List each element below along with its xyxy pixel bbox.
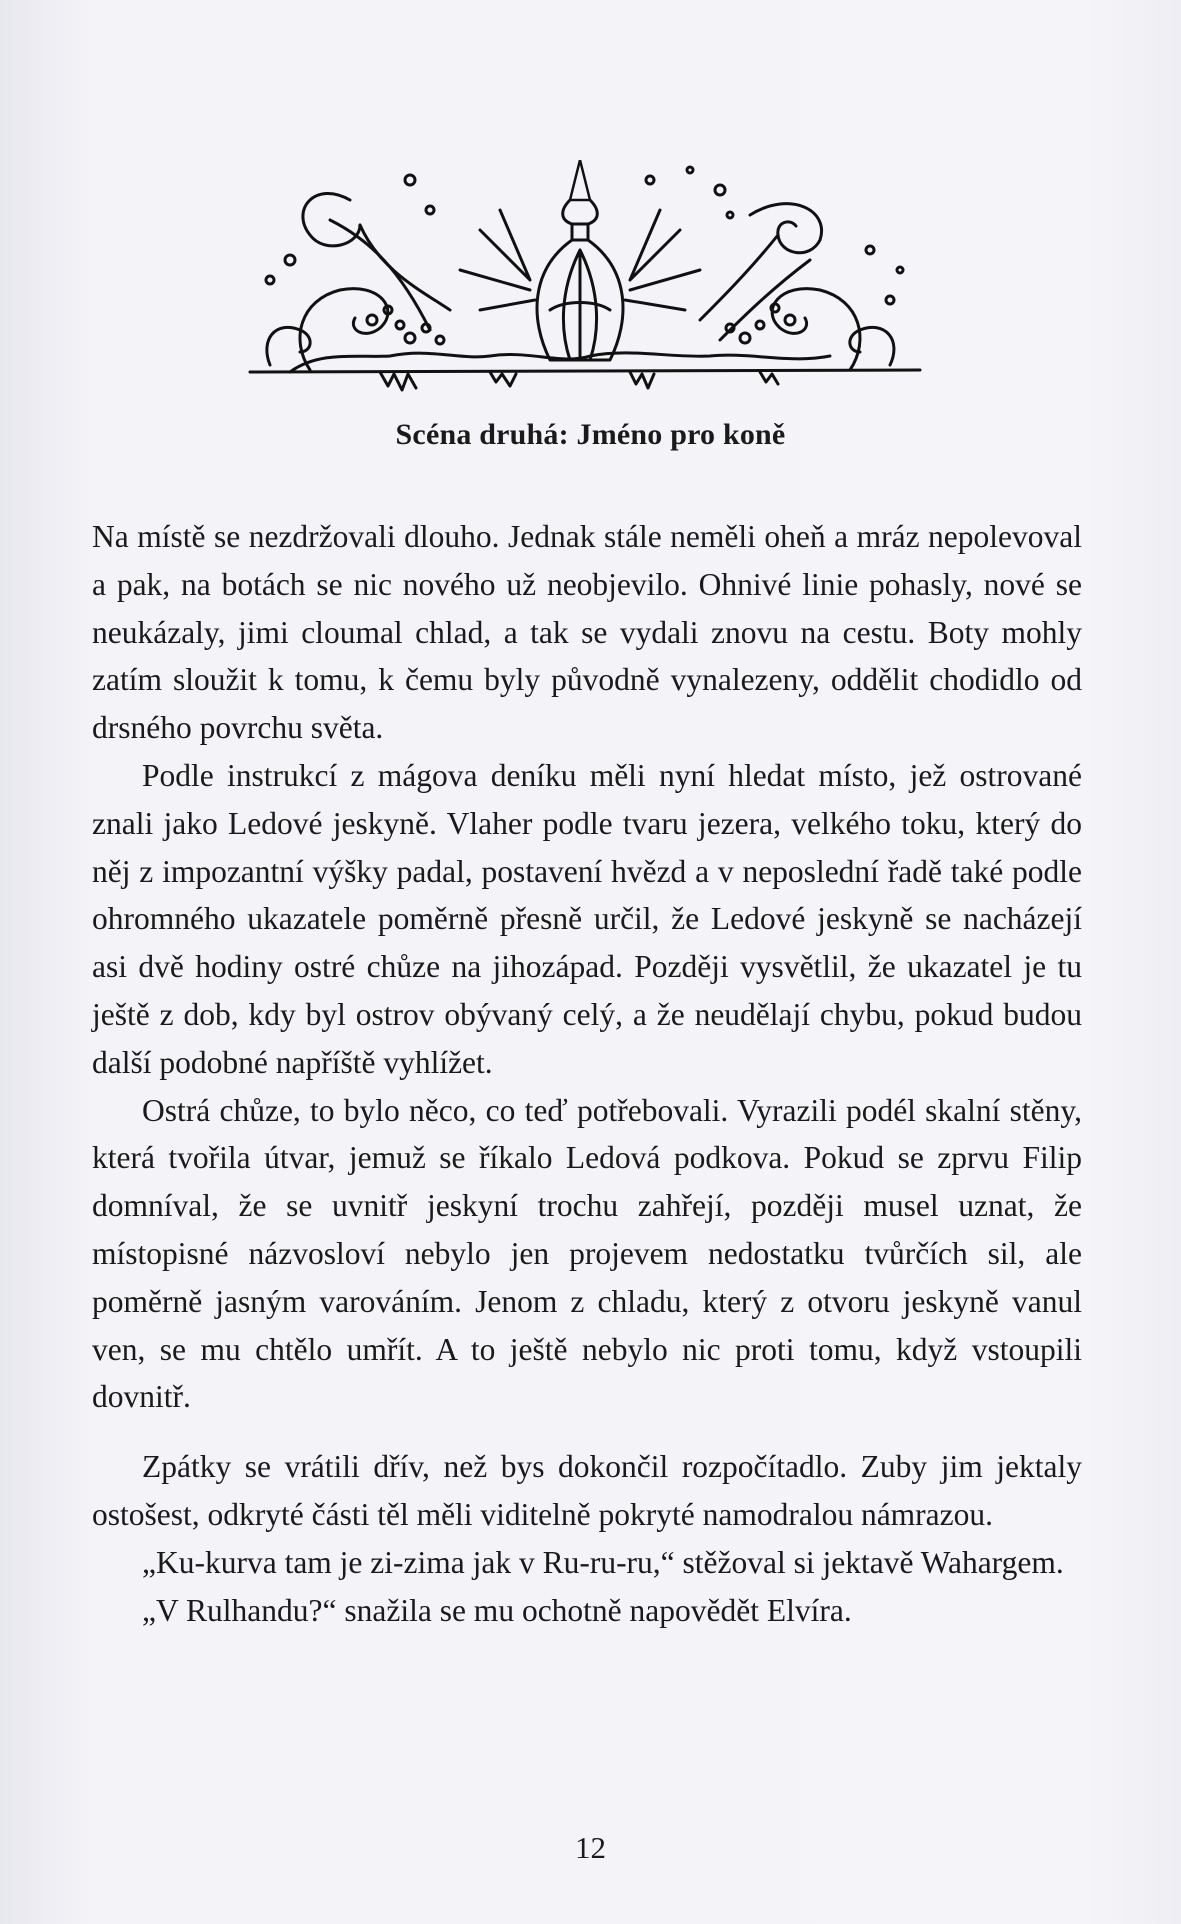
body-text (92, 513, 1082, 1634)
page-number: 12 (575, 1830, 606, 1865)
paragraph-3: Ostrá chůze, to bylo něco, co teď potřebovali. Vyrazili podél skalní stěny, která tvořila útvar, jemuž se říkalo Ledová podkova. Pokud se zprvu Filip domníval, že se uvnitř jeskyní trochu zahřejí, později musel uznat, že místopisné názvosloví nebylo jen projevem nedostatku tvůrčích sil, ale poměrně jasným varováním. Jenom z chladu, který z otvoru jeskyně vanul ven, se mu chtělo umřít. A to ještě nebylo nic proti tomu, když vstoupili dovnitř. (92, 1092, 1082, 1415)
tentacle-bottle-ornament-icon (230, 160, 930, 410)
chapter-title: Scéna druhá: Jméno pro koně (395, 418, 786, 451)
paragraph-1: Na místě se nezdržovali dlouho. Jednak stále neměli oheň a mráz nepolevoval a pak, na botách se nic nového už neobjevilo. Ohnivé linie pohasly, nové se neukázaly, jimi cloumal chlad, a tak se vydali znovu na cestu. Boty mohly zatím sloužit k tomu, k čemu byly původně vynalezeny, oddělit chodidlo od drsného povrchu světa. (92, 519, 1082, 746)
paragraph-4: Zpátky se vrátili dřív, než bys dokončil rozpočítadlo. Zuby jim jektaly ostošest, odkryté části těl měli viditelně pokryté namodralou námrazou. (92, 1449, 1082, 1532)
paragraph-5: „Ku-kurva tam je zi-zima jak v Ru-ru-ru,“ stěžoval si jektavě Wahargem. (142, 1544, 1064, 1580)
paragraph-2: Podle instrukcí z mágova deníku měli nyní hledat místo, jež ostrované znali jako Ledové jeskyně. Vlaher podle tvaru jezera, velkého toku, který do něj z impozantní výšky padal, postavení hvězd a v neposlední řadě také podle ohromného ukazatele poměrně přesně určil, že Ledové jeskyně se nacházejí asi dvě hodiny ostré chůze na jihozápad. Později vysvětlil, že ukazatel je tu ještě z dob, kdy byl ostrov obývaný celý, a že neudělají chybu, pokud budou další podobné napříště vyhlížet. (92, 757, 1082, 1080)
paragraph-6: „V Rulhandu?“ snažila se mu ochotně napovědět Elvíra. (142, 1592, 852, 1628)
